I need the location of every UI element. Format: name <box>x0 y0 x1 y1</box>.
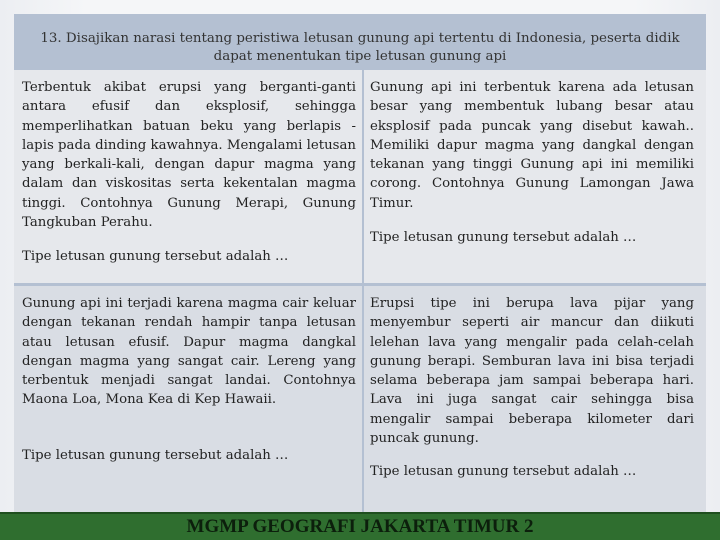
table-cell-2 <box>364 70 706 286</box>
question-header <box>14 14 706 70</box>
cell-3-description: Gunung api ini terjadi karena magma cair keluar dengan tekanan rendah hampir tanpa letusan atau letusan efusif. Dapur magma dangkal dengan magma yang sangat cair. Lereng yang terbentuk menjadi sangat landai. Contohnya Maona Loa, Mona Kea di Kep Hawaii. <box>22 296 356 408</box>
cell-1-question: Tipe letusan gunung tersebut adalah … <box>22 249 289 264</box>
table-cell-3 <box>14 286 364 512</box>
cell-3-question: Tipe letusan gunung tersebut adalah … <box>22 448 289 463</box>
cell-1-description: Terbentuk akibat erupsi yang berganti-ganti antara efusif dan eksplosif, sehingga memperlihatkan batuan beku yang berlapis -lapis pada dinding kawahnya. Mengalami letusan yang berkali-kali, dengan dapur magma yang dalam dan viskositas serta kekentalan magma tinggi. Contohnya Gunung Merapi, Gunung Tangkuban Perahu. <box>22 80 356 231</box>
cell-4-description: Erupsi tipe ini berupa lava pijar yang menyembur seperti air mancur dan diikuti lelehan lava yang mengalir pada celah-celah gunung berapi. Semburan lava ini bisa terjadi selama beberapa jam sampai beberapa hari. Lava ini juga sangat cair sehingga bisa mengalir sampai beberapa kilometer dari puncak gunung. <box>370 296 694 447</box>
cell-2-question: Tipe letusan gunung tersebut adalah … <box>370 230 637 245</box>
table-cell-1 <box>14 70 364 286</box>
footer-banner: MGMP GEOGRAFI JAKARTA TIMUR 2 <box>0 512 720 540</box>
question-header-line1: 13. Disajikan narasi tentang peristiwa letusan gunung api tertentu di Indonesia, peserta didik <box>40 31 680 46</box>
eruption-type-table <box>14 70 706 512</box>
question-header-line2: dapat menentukan tipe letusan gunung api <box>213 49 507 64</box>
cell-4-question: Tipe letusan gunung tersebut adalah … <box>370 464 637 479</box>
cell-2-description: Gunung api ini terbentuk karena ada letusan besar yang membentuk lubang besar atau eksplosif pada puncak yang disebut kawah.. Memiliki dapur magma yang dangkal dengan tekanan yang tinggi Gunung api ini memiliki corong. Contohnya Gunung Lamongan Jawa Timur. <box>370 80 694 211</box>
table-cell-4 <box>364 286 706 512</box>
